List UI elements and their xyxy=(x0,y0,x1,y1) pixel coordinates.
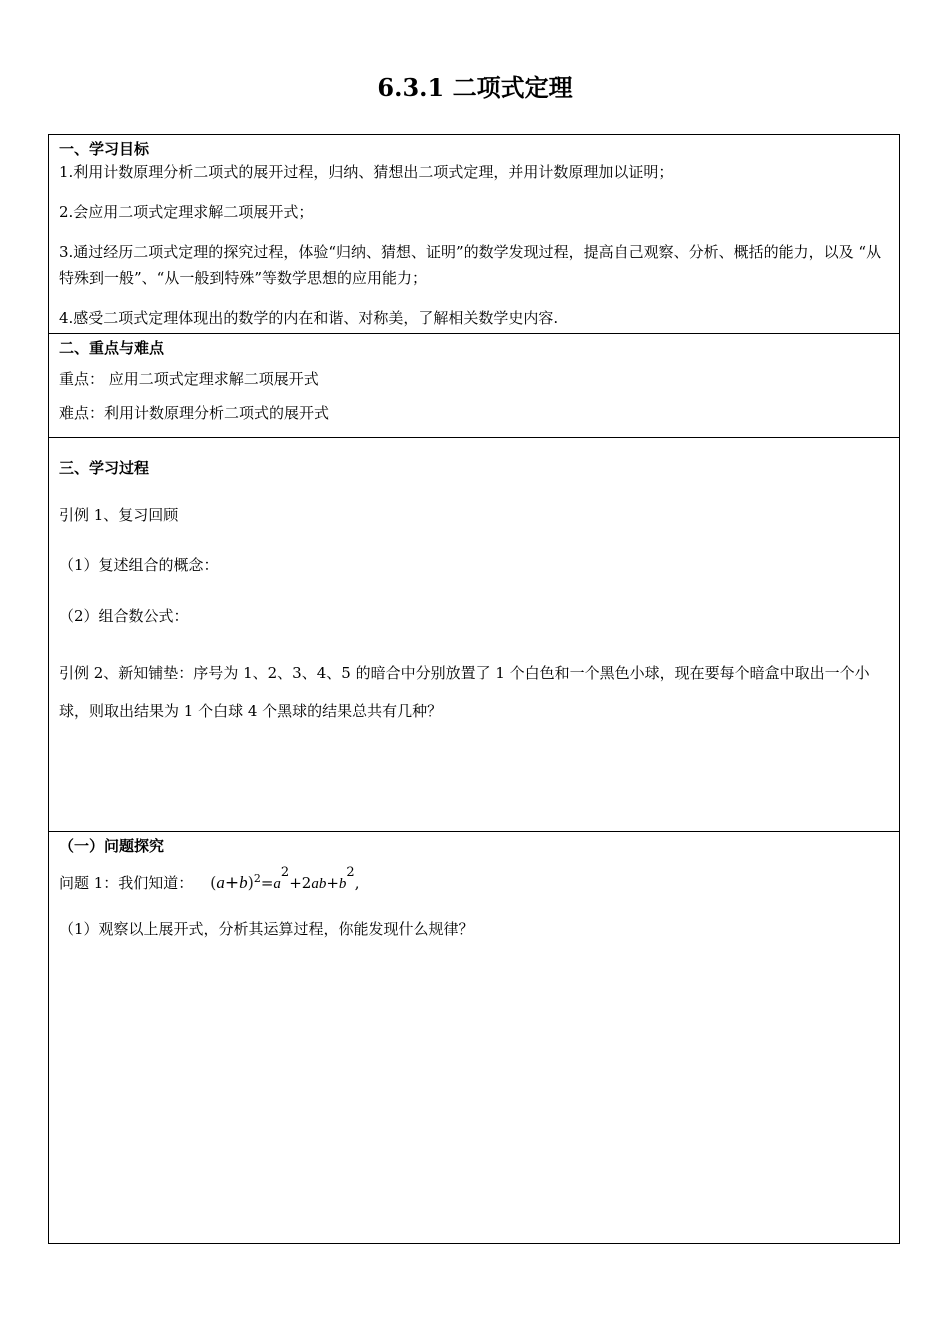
example-2: 引例 2、新知铺垫：序号为 1、2、3、4、5 的暗合中分别放置了 1 个白色和一个黑色小球，现在要每个暗盒中取出一个小球，则取出结果为 1 个白球 4 个黑球的结果总共有几种？ xyxy=(59,664,870,720)
problem-exploration-box xyxy=(48,831,900,1244)
formula-ab: ab xyxy=(311,876,327,892)
review-question-2: （2）组合数公式： xyxy=(59,607,189,625)
learning-process-box xyxy=(48,437,900,832)
objective-3: 3.通过经历二项式定理的探究过程，体验“归纳、猜想、证明”的数学发现过程，提高自己观察、分析、概括的能力，以及 “从特殊到一般”、“从一般到特殊”等数学思想的应用能力； xyxy=(59,243,882,287)
formula-a: a xyxy=(216,873,225,892)
formula-a2: a xyxy=(273,876,281,892)
formula-lparen: ( xyxy=(210,873,217,892)
formula-exp2: 2 xyxy=(280,865,290,880)
section-heading-exploration: （一）问题探究 xyxy=(59,837,165,855)
section-heading-key-points: 二、重点与难点 xyxy=(59,339,165,357)
problem-1 xyxy=(59,865,889,898)
formula-b2: b xyxy=(338,876,347,892)
page-title: 6.3.1 二项式定理 xyxy=(377,73,573,102)
formula-eq: = xyxy=(260,874,274,892)
objective-4: 4.感受二项式定理体现出的数学的内在和谐、对称美，了解相关数学史内容. xyxy=(59,309,559,327)
problem-1-prefix: 问题 1：我们知道： xyxy=(59,874,194,892)
section-heading-process: 三、学习过程 xyxy=(59,459,150,477)
learning-objectives-box xyxy=(48,134,900,334)
key-points-box xyxy=(48,333,900,438)
formula-comma: , xyxy=(354,874,360,892)
review-question-1: （1）复述组合的概念： xyxy=(59,556,219,574)
formula-mid: +2 xyxy=(289,874,312,892)
key-point: 重点： 应用二项式定理求解二项展开式 xyxy=(59,370,319,388)
formula-plus2: + xyxy=(326,874,339,892)
formula-plus: + xyxy=(224,873,240,893)
example-1: 引例 1、复习回顾 xyxy=(59,506,179,524)
objective-2: 2.会应用二项式定理求解二项展开式； xyxy=(59,203,314,221)
formula-exp1: 2 xyxy=(253,872,261,885)
formula-b: b xyxy=(239,873,248,892)
exploration-question-1: （1）观察以上展开式，分析其运算过程，你能发现什么规律？ xyxy=(59,920,474,938)
objective-1: 1.利用计数原理分析二项式的展开过程，归纳、猜想出二项式定理，并用计数原理加以证明； xyxy=(59,163,674,181)
formula-rparen: ) xyxy=(247,873,254,892)
formula-exp3: 2 xyxy=(346,865,355,880)
binomial-formula xyxy=(210,865,360,893)
difficulty-point: 难点：利用计数原理分析二项式的展开式 xyxy=(59,404,330,422)
section-heading-objectives: 一、学习目标 xyxy=(59,140,150,158)
